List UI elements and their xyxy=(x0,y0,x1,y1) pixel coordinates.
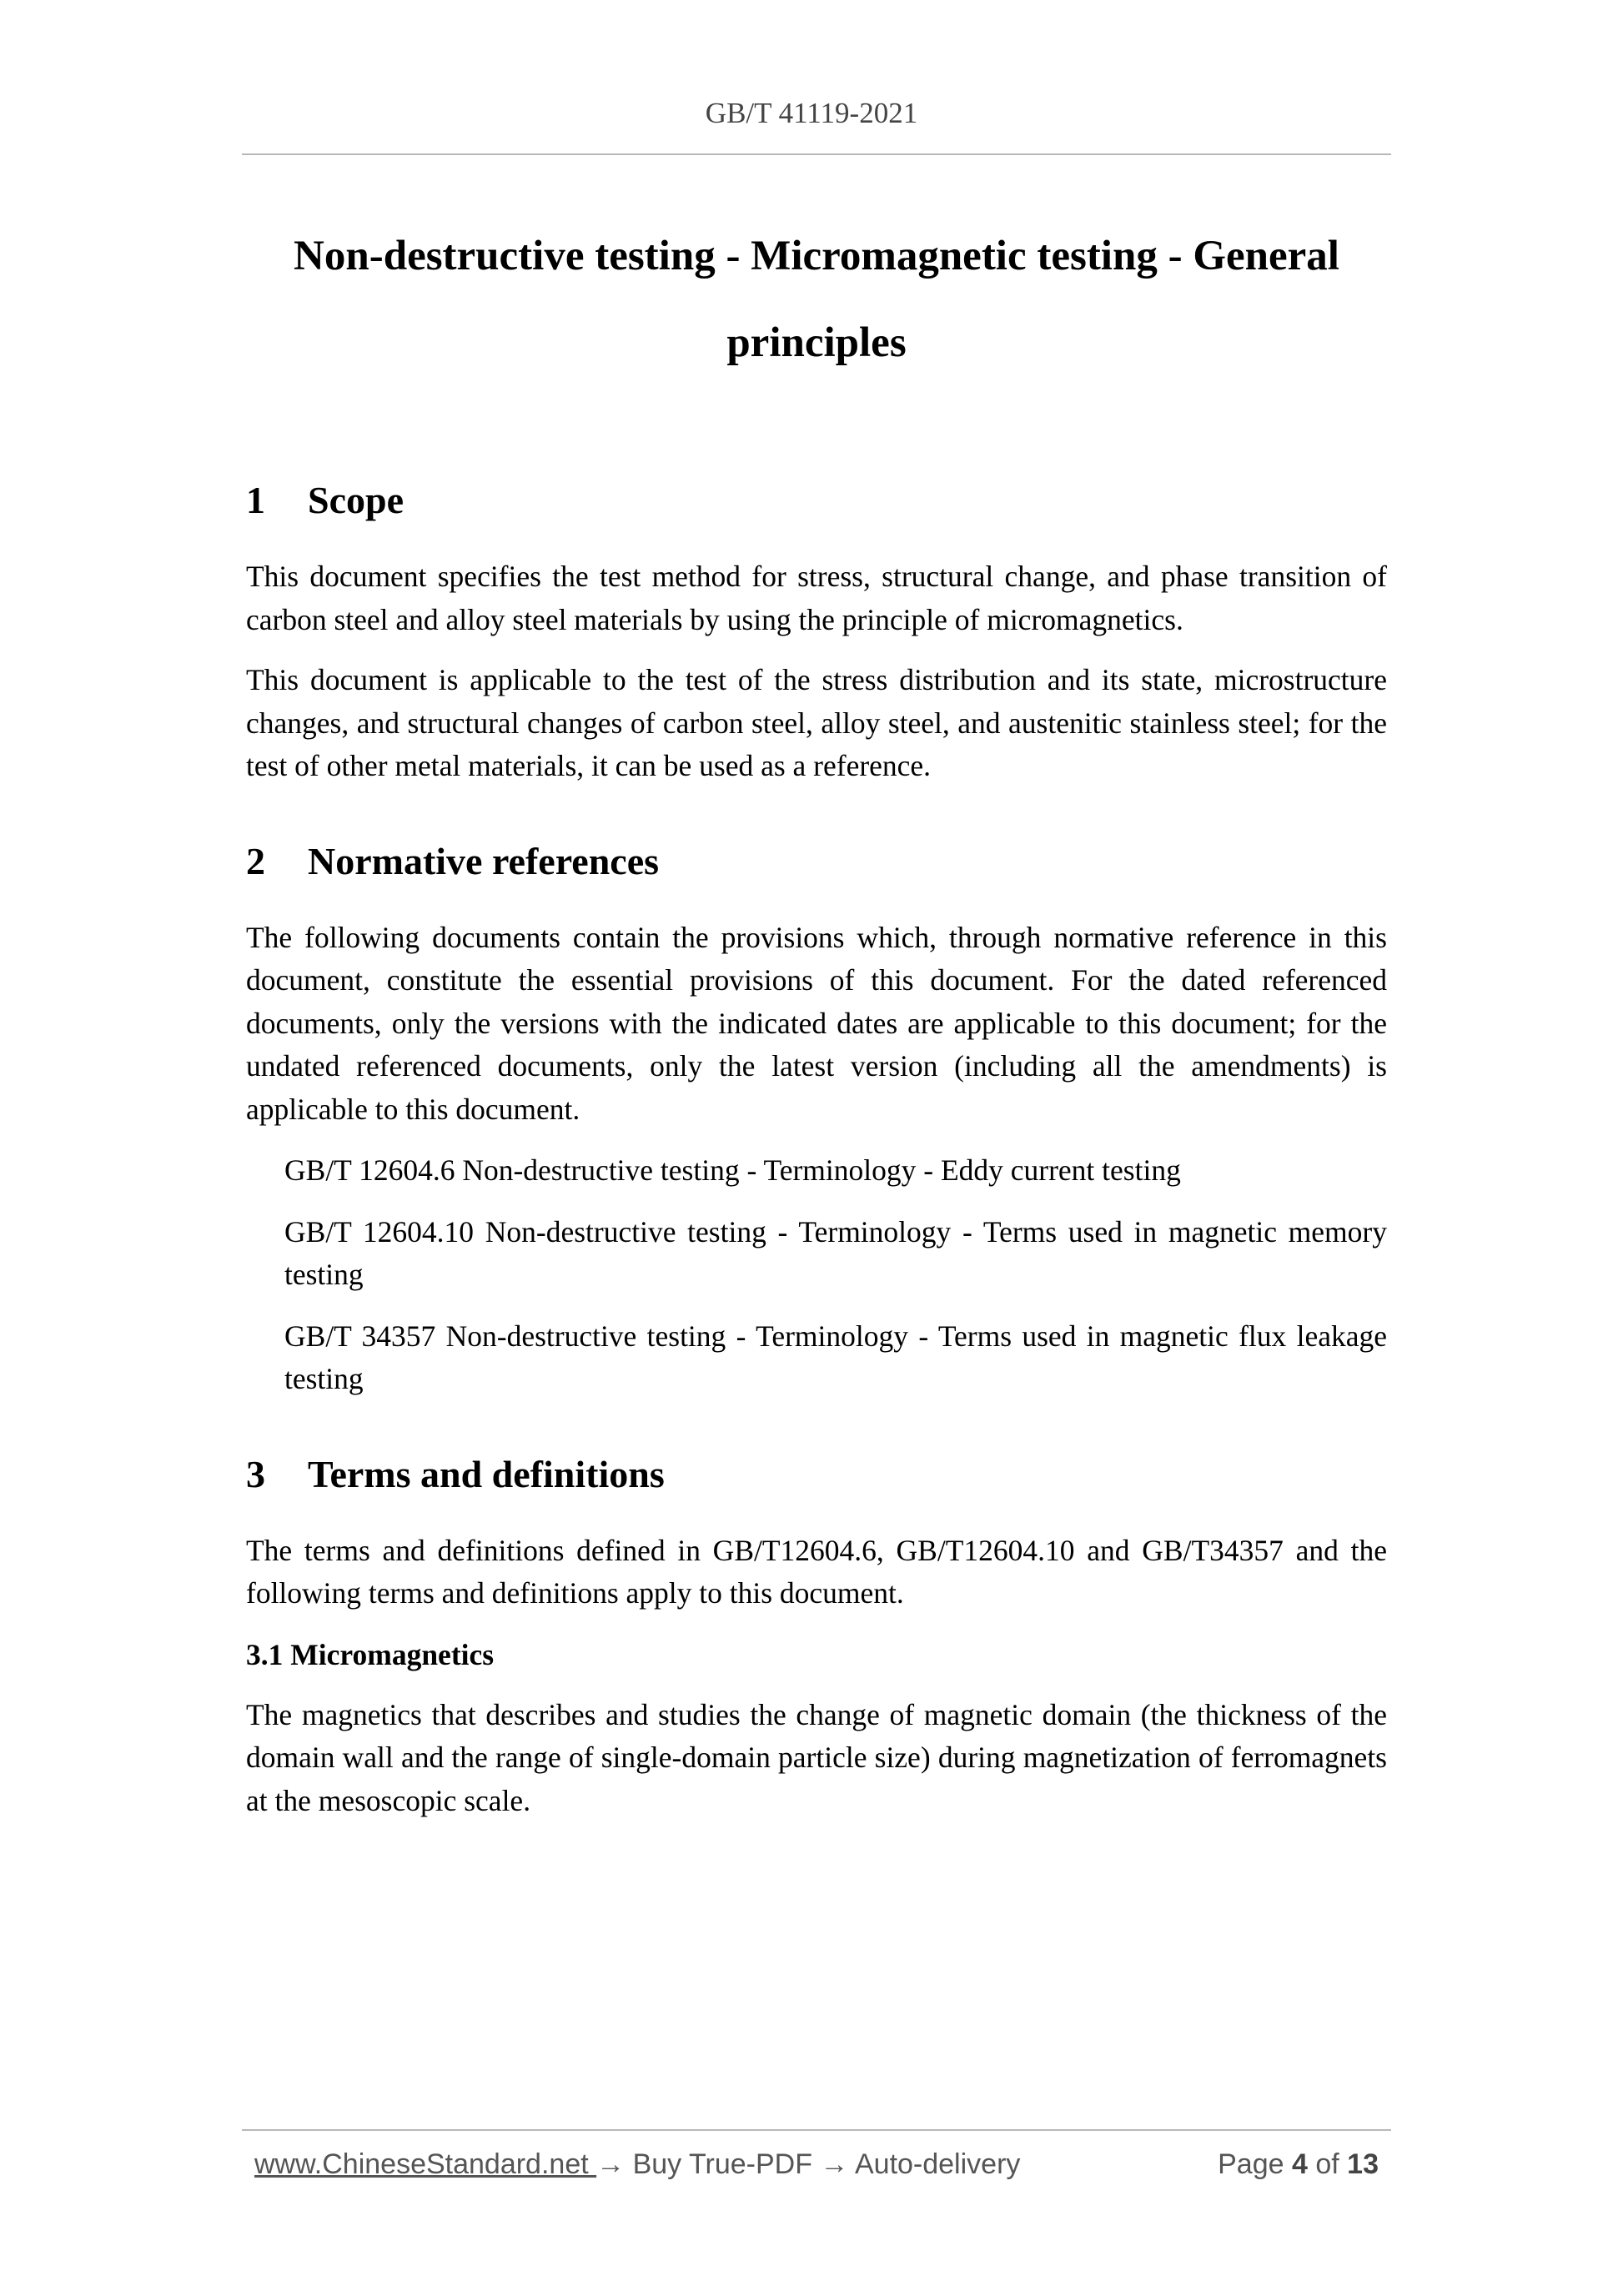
header-divider xyxy=(242,153,1391,155)
document-title xyxy=(242,213,1391,386)
document-body xyxy=(246,475,1387,1822)
auto-delivery-text: Auto-delivery xyxy=(848,2148,1021,2180)
page-of-label: of xyxy=(1315,2148,1339,2180)
buy-true-pdf-text: Buy True-PDF xyxy=(625,2148,821,2180)
reference-item: GB/T 12604.10 Non-destructive testing - Terminology - Terms used in magnetic memory testing xyxy=(284,1214,1387,1291)
micromagnetics-definition: The magnetics that describes and studies the change of magnetic domain (the thickness of the domain wall and the range of single-domain particle size) during magnetization of ferromagnets at the mesoscopic scale. xyxy=(246,1697,1387,1817)
section-title: Normative references xyxy=(308,839,660,882)
arrow-right-icon: → xyxy=(596,2148,626,2180)
standard-number-header: GB/T 41119-2021 xyxy=(705,97,918,129)
section-title: Terms and definitions xyxy=(308,1452,665,1495)
website-link[interactable]: www.ChineseStandard.net xyxy=(254,2148,597,2180)
page-indicator xyxy=(1218,2148,1379,2181)
section-number: 2 xyxy=(246,839,265,882)
reference-item: GB/T 34357 Non-destructive testing - Terminology - Terms used in magnetic flux leakage testing xyxy=(284,1319,1387,1395)
footer-promo xyxy=(254,2148,1020,2181)
normative-intro-paragraph: The following documents contain the provisions which, through normative reference in this document, constitute the essential provisions of this document. For the dated referenced documents, only the versions with the indicated dates are applicable to this document; for the undated referenced documents, only the latest version (including all the amendments) is applicable to this document. xyxy=(246,920,1387,1126)
footer-divider xyxy=(242,2129,1391,2131)
reference-item: GB/T 12604.6 Non-destructive testing - Terminology - Eddy current testing xyxy=(284,1153,1181,1187)
title-line-2: principles xyxy=(726,319,907,366)
scope-paragraph-1: This document specifies the test method for stress, structural change, and phase transition of carbon steel and alloy steel materials by using the principle of micromagnetics. xyxy=(246,560,1387,636)
page-current: 4 xyxy=(1291,2148,1308,2180)
section-heading-terms-definitions xyxy=(246,1449,1387,1500)
page-label: Page xyxy=(1218,2148,1284,2180)
page-total: 13 xyxy=(1347,2148,1379,2180)
page-footer xyxy=(254,2148,1379,2190)
terms-intro-paragraph: The terms and definitions defined in GB/T12604.6, GB/T12604.10 and GB/T34357 and the following terms and definitions apply to this document. xyxy=(246,1533,1387,1610)
scope-paragraph-2: This document is applicable to the test of the stress distribution and its state, microstructure changes, and structural changes of carbon steel, alloy steel, and austenitic stainless steel; for the test of other metal materials, it can be used as a reference. xyxy=(246,663,1387,782)
subsection-heading-micromagnetics: 3.1 Micromagnetics xyxy=(246,1637,495,1671)
section-number: 1 xyxy=(246,479,265,521)
title-line-1: Non-destructive testing - Micromagnetic testing - General xyxy=(294,233,1339,279)
section-title: Scope xyxy=(308,479,404,521)
section-number: 3 xyxy=(246,1452,265,1495)
section-heading-scope xyxy=(246,475,1387,525)
section-heading-normative-references xyxy=(246,837,1387,887)
arrow-right-icon: → xyxy=(820,2148,849,2180)
